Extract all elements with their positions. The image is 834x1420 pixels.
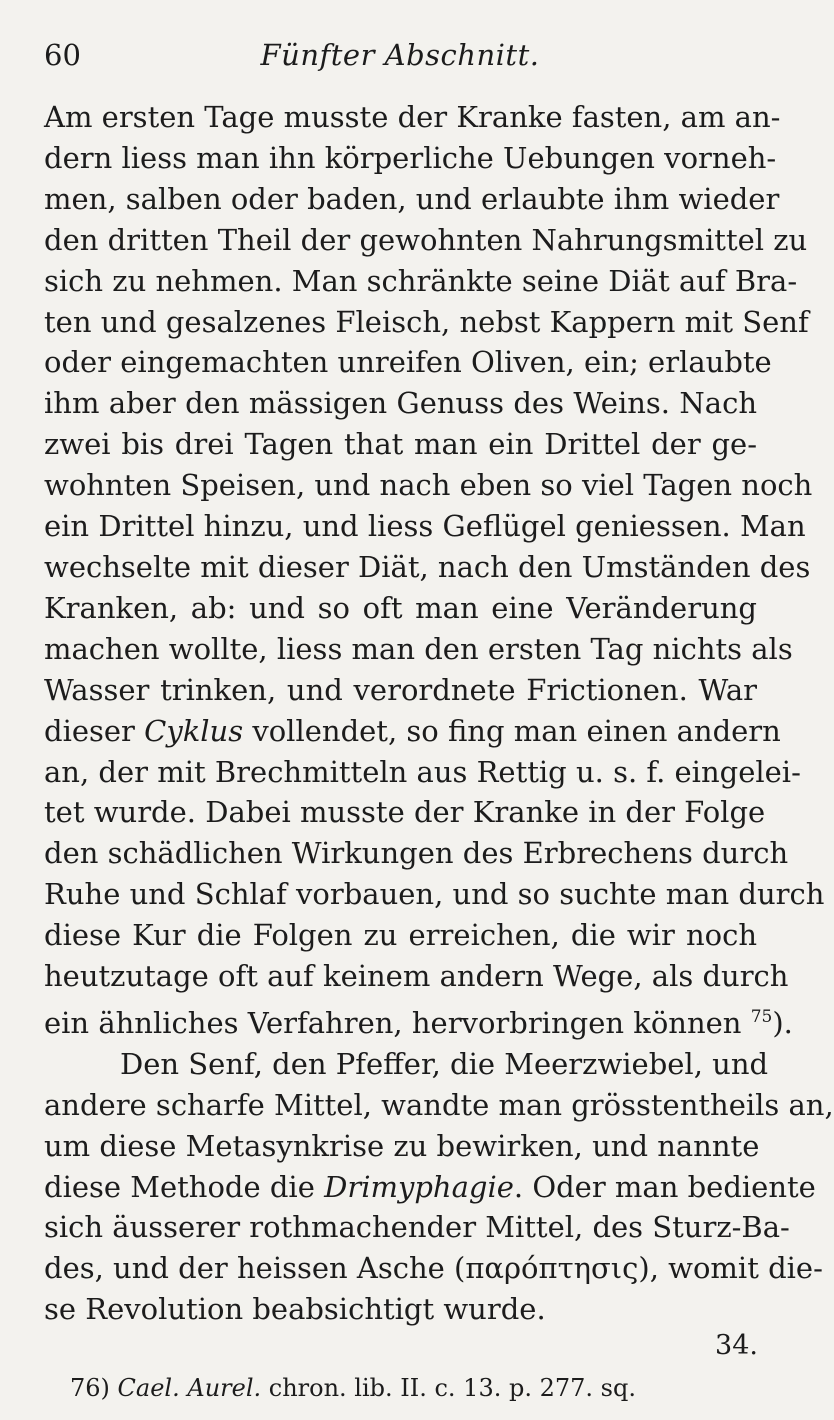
text-line: ten und gesalzenes Fleisch, nebst Kappern mit Senf <box>44 304 809 339</box>
emphasized-term: Drimyphagie <box>324 1169 514 1204</box>
catchword: 34. <box>715 1330 758 1361</box>
text-line: oder eingemachten unreifen Oliven, ein; erlaubte <box>44 345 772 380</box>
text-segment: ein ähnliches Verfahren, hervorbringen können <box>44 1005 751 1040</box>
footnote-author: Cael. Aurel. <box>117 1374 262 1402</box>
text-line: se Revolution beabsichtigt wurde. <box>44 1292 546 1327</box>
text-line: diese Kur die Folgen zu erreichen, die wir noch <box>44 918 757 953</box>
text-segment: diese Methode die <box>44 1169 325 1204</box>
text-line: sich äusserer rothmachender Mittel, des Sturz-Ba- <box>44 1210 790 1245</box>
text-segment: . Oder man bediente <box>513 1169 816 1204</box>
page-number: 60 <box>44 38 81 72</box>
text-line: ihm aber den mässigen Genuss des Weins. Nach <box>44 386 757 421</box>
text-line: zwei bis drei Tagen that man ein Drittel der ge- <box>44 427 757 462</box>
text-line: an, der mit Brechmitteln aus Rettig u. s. f. eingelei- <box>44 754 801 789</box>
text-line: sich zu nehmen. Man schränkte seine Diät auf Bra- <box>44 263 798 298</box>
text-line: machen wollte, liess man den ersten Tag nichts als <box>44 631 793 666</box>
text-line: um diese Metasynkrise zu bewirken, und nannte <box>44 1128 760 1163</box>
text-line: ein Drittel hinzu, und liess Geflügel geniessen. Man <box>44 509 806 544</box>
text-line: wohnten Speisen, und nach eben so viel Tagen noch <box>44 468 813 503</box>
footnote <box>70 1374 636 1402</box>
text-line: den schädlichen Wirkungen des Erbrechens durch <box>44 836 789 871</box>
text-line: Den Senf, den Pfeffer, die Meerzwiebel, und <box>120 1046 769 1081</box>
running-head: Fünfter Abschnitt. <box>260 38 540 72</box>
text-line: des, und der heissen Asche (παρόπτησις), womit die- <box>44 1251 823 1286</box>
text-line: wechselte mit dieser Diät, nach den Umständen des <box>44 549 811 584</box>
text-line: Wasser trinken, und verordnete Frictionen. War <box>44 672 757 707</box>
text-line <box>44 1167 816 1208</box>
text-line: den dritten Theil der gewohnten Nahrungsmittel zu <box>44 222 808 257</box>
text-line <box>44 711 781 752</box>
text-segment: dieser <box>44 713 145 748</box>
footnote-citation: chron. lib. II. c. 13. p. 277. sq. <box>261 1374 636 1402</box>
text-segment: vollendet, so fing man einen andern <box>243 713 781 748</box>
page-header <box>44 38 756 82</box>
text-line: Ruhe und Schlaf vorbauen, und so suchte man durch <box>44 877 825 912</box>
footnote-number: 76) <box>70 1374 110 1402</box>
text-line <box>44 997 793 1044</box>
text-line: heutzutage oft auf keinem andern Wege, als durch <box>44 959 789 994</box>
footnote-reference: 75 <box>750 1006 773 1027</box>
text-line: andere scharfe Mittel, wandte man grösstentheils an, <box>44 1087 834 1122</box>
emphasized-term: Cyklus <box>144 713 244 748</box>
text-line: tet wurde. Dabei musste der Kranke in der Folge <box>44 795 766 830</box>
text-line: Am ersten Tage musste der Kranke fasten, am an- <box>44 100 781 134</box>
paragraph-1 <box>44 97 825 1044</box>
paragraph-2 <box>44 1044 834 1330</box>
text-line: Kranken, ab: und so oft man eine Veränderung <box>44 590 757 625</box>
text-segment: ). <box>772 1005 793 1040</box>
body-text <box>44 97 834 1330</box>
text-line: men, salben oder baden, und erlaubte ihm wieder <box>44 181 780 216</box>
text-line: dern liess man ihn körperliche Uebungen vorneh- <box>44 140 777 175</box>
